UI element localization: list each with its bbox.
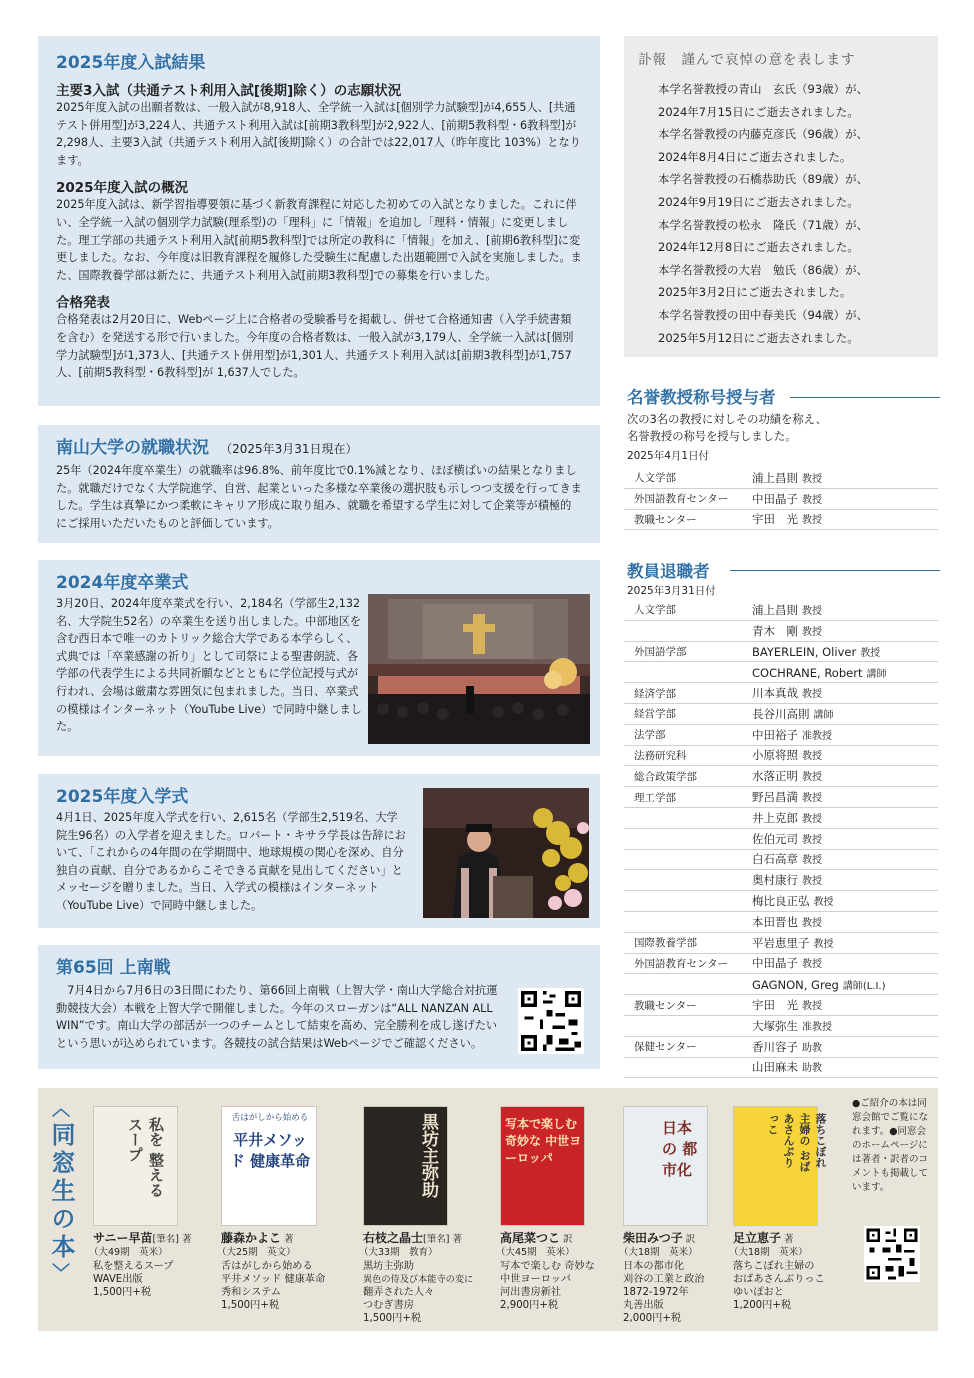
book-author-role: [筆名] 著: [423, 1234, 462, 1245]
employment-title: 南山大学の就職状況: [56, 438, 209, 458]
role-cell: 教授: [802, 515, 822, 527]
dept-cell: 経営学部: [624, 703, 752, 724]
dept-cell: [624, 974, 752, 995]
role-cell: 教授: [802, 876, 822, 888]
book-cover: [363, 1106, 448, 1226]
name-cell: 中田晶子: [752, 491, 798, 506]
book-info-line: 1,200円+税: [733, 1300, 792, 1311]
chevron-down-icon: ﹀: [52, 1263, 70, 1284]
retirement-title: 教員退職者: [627, 562, 710, 581]
chevron-up-icon: ︿: [52, 1099, 70, 1120]
employment-p: 25年（2024年度卒業生）の就職率は96.8%、前年度比で0.1%減となり、ほぼ横ばいの結果となりました。就職だけでなく大学院進学、自営、起業といった多様な卒業後の選択肢も示しつつ支援を行ってきました。学生は真摯にかつ柔軟にキャリア形成に取り組み、就職を希望する学生に対して企業等が積極的にご採用いただいたものと評価しています。: [56, 464, 582, 530]
book-cover-title: 写本で楽しむ 奇妙な 中世ヨーロッパ: [505, 1117, 582, 1165]
book-grad-year: （大18期 英米）: [729, 1247, 808, 1258]
table-row: [624, 468, 938, 488]
table-row: [624, 509, 938, 530]
name-cell: COCHRANE, Robert: [752, 665, 863, 680]
obituary-line: 2024年8月4日にご逝去されました。: [658, 149, 852, 164]
graduation-title: 2024年度卒業式: [56, 573, 189, 593]
book-info-line: つむぎ書房: [363, 1300, 414, 1311]
book-info-line: 中世ヨーロッパ: [500, 1274, 572, 1285]
admission-sub1: 主要3入試（共通テスト利用入試[後期]除く）の志願状況: [56, 83, 402, 99]
table-row: [624, 1057, 938, 1078]
table-row: [624, 745, 938, 766]
book-author-role: 訳: [560, 1234, 573, 1245]
book-author: 足立恵子: [733, 1231, 782, 1245]
book-cover-subtitle: 舌はがしから始める: [231, 1113, 309, 1123]
entrance-p: 4月1日、2025年度入学式を行い、2,615名（学部生2,519名、大学院生96名）の入学者を迎えました。ロバート・キサラ学長は告辞において、「これからの4年間の在学期間中、地球規模の関心を深め、自分独自の貢献、自分であるからこそできる貢献を見出してください」とメッセージを贈りました。当日、入学式の模様はインターネット（YouTube Live）で同時中継しました。: [56, 811, 406, 912]
obituary-line: 2024年9月19日にご逝去されました。: [658, 194, 859, 209]
book-info-line: 1872-1972年: [623, 1287, 689, 1298]
book-info-line: 日本の都市化: [623, 1261, 685, 1272]
obituary-line: 本学名誉教授の石橋恭助氏（89歳）が、: [658, 172, 869, 187]
book-cover: [500, 1106, 585, 1226]
obituary-line: 本学名誉教授の田中春美氏（94歳）が、: [658, 307, 869, 322]
alumni-books-note: ●ご紹介の本は同窓会館でご覧になれます。●同窓会のホームページには著者・訳者のコメントも掲載しています。: [852, 1098, 929, 1193]
book-info-line: 平井メソッド 健康革命: [221, 1274, 326, 1285]
role-cell: 教授: [802, 751, 822, 763]
admission-section: [38, 36, 600, 406]
dept-cell: [624, 1015, 752, 1036]
name-cell: 梅比良正弘: [752, 894, 810, 909]
admission-sub2: 2025年度入試の概況: [56, 180, 189, 197]
book-cover-title: 平井メソッド 健康革命: [229, 1131, 311, 1170]
table-row: [624, 995, 938, 1016]
admission-p2: 2025年度入試は、新学習指導要領に基づく新教育課程に対応した初めての入試となりました。これに伴い、全学統一入試の個別学力試験(理系型)の「理科」に「情報」を追加し「理科・情報」に変更しました。理工学部の共通テスト利用入試[前期5教科型]では所定の教科に「情報」を加え、[前期6教科型]に変更しました。なお、今年度は旧教育課程を履修した受験生に配慮した出題範囲で入試を実施しました。また、国際教養学部は新たに、共通テスト利用入試[前期3教科型]での募集を行いました。: [56, 198, 582, 282]
name-cell: 宇田 光: [752, 998, 798, 1013]
book-info-line: 写本で楽しむ 奇妙な: [500, 1261, 595, 1272]
book-cover: [733, 1106, 827, 1226]
employment-date: （2025年3月31日現在）: [220, 442, 358, 456]
dept-cell: 法学部: [624, 724, 752, 745]
alumni-books-section: [38, 1088, 938, 1331]
dept-cell: [624, 807, 752, 828]
emeritus-date: 2025年4月1日付: [627, 450, 710, 462]
book-info-line: 河出書房新社: [500, 1287, 562, 1298]
employment-section: [38, 425, 600, 543]
name-cell: GAGNON, Greg: [752, 977, 839, 992]
name-cell: BAYERLEIN, Oliver: [752, 644, 857, 659]
graduation-p: 3月20日、2024年度卒業式を行い、2,184名（学部生2,132名、大学院生52名）の卒業生を送り出しました。中部地区を含む西日本で唯一のカトリック総合大学である本学らしく、式典では「卒業感謝の祈り」として司祭による聖書朗読、各学部の代表学生による共同祈願などとともに学位記授与式が行われ、会場は厳粛な雰囲気に包まれました。当日、卒業式の模様はインターネット（YouTube Live）で同時中継しました。: [56, 597, 362, 734]
book-info-line: 2,000円+税: [623, 1313, 682, 1324]
graduation-photo: [368, 594, 590, 744]
table-row: [624, 1036, 938, 1057]
dept-cell: [624, 828, 752, 849]
table-row: [624, 911, 938, 932]
emeritus-title: 名誉教授称号授与者: [627, 388, 776, 407]
role-cell: 講師: [813, 709, 834, 721]
table-row: [624, 641, 938, 662]
table-row: [624, 1015, 938, 1036]
name-cell: 浦上昌則: [752, 602, 798, 617]
emeritus-rule: [790, 397, 940, 398]
book-author-role: 著: [281, 1234, 294, 1245]
obituary-title: 訃報 謹んで哀悼の意を表します: [638, 52, 856, 68]
book-info-line: おばあさんぶりっこ: [733, 1274, 825, 1285]
jounan-qr-code[interactable]: [518, 988, 584, 1054]
admission-p3: 合格発表は2月20日に、Webページ上に合格者の受験番号を掲載し、併せて合格通知書（入学手続書類を含む）を発送する形で行いました。今年度の合格者数は、一般入試が3,179人、全学統一入試は[個別学力試験型]が1,373人、[共通テスト併用型]が1,301人、共通テスト利用入試は[前期3教科型]が1,757人、[前期5教科型・6教科型]が 1,637人でした。: [56, 313, 574, 380]
book-info-line: ゆいぽおと: [733, 1287, 784, 1298]
book-info-line: 黒坊主弥助: [363, 1261, 414, 1272]
dept-cell: 外国語教育センター: [624, 488, 752, 509]
table-row: [624, 891, 938, 912]
role-cell: 講師: [866, 668, 887, 680]
table-row: [624, 787, 938, 808]
obituary-line: 2024年12月8日にご逝去されました。: [658, 240, 859, 255]
role-cell: 教授: [802, 855, 822, 867]
book-cover-title: 黒坊主弥助: [418, 1113, 438, 1198]
book-info-line: 翻弄された人々: [363, 1287, 435, 1298]
table-row: [624, 974, 938, 995]
obituary-section: [624, 36, 938, 357]
role-cell: 教授: [813, 897, 834, 909]
dept-cell: 外国語教育センター: [624, 953, 752, 974]
book-info-line: 1,500円+税: [363, 1313, 422, 1324]
name-cell: 浦上昌則: [752, 470, 798, 485]
dept-cell: 教職センター: [624, 509, 752, 530]
book-author-role: 著: [781, 1234, 794, 1245]
name-cell: 野呂昌満: [752, 790, 798, 805]
name-cell: 香川容子: [752, 1039, 798, 1054]
book-grad-year: （大18期 英米）: [619, 1247, 698, 1258]
table-row: [624, 953, 938, 974]
role-cell: 教授: [802, 473, 822, 485]
role-cell: 教授: [802, 626, 822, 638]
dept-cell: [624, 911, 752, 932]
book-author-role: [筆名] 著: [152, 1234, 192, 1245]
obituary-line: 2025年5月12日にご逝去されました。: [658, 330, 859, 345]
role-cell: 教授: [802, 689, 822, 701]
jounan-p: 7月4日から7月6日の3日間にわたり、第66回上南戦（上智大学・南山大学総合対抗運動競技大会）本戦を上智大学で開催しました。今年のスローガンは“ALL NANZAN ALL WIN”です。南山大学の部活が一つのチームとして結束を高め、完全勝利を成し遂げたいという思いが込められています。各競技の試合結果はWebページでご確認ください。: [56, 984, 498, 1050]
table-row: [624, 807, 938, 828]
role-cell: 教授: [802, 959, 822, 971]
retirement-table: [624, 600, 938, 1078]
name-cell: 川本真哉: [752, 686, 798, 701]
dept-cell: 外国語学部: [624, 641, 752, 662]
dept-cell: 理工学部: [624, 787, 752, 808]
role-cell: 助教: [802, 1063, 822, 1075]
dept-cell: 人文学部: [624, 468, 752, 488]
obituary-line: 本学名誉教授の青山 玄氏（93歳）が、: [658, 82, 869, 96]
role-cell: 准教授: [802, 1021, 832, 1033]
table-row: [624, 828, 938, 849]
role-cell: 教授: [802, 813, 822, 825]
dept-cell: [624, 1057, 752, 1078]
book-author: 柴田みつ子: [623, 1231, 683, 1245]
emeritus-desc: 名誉教授の称号を授与しました。: [627, 430, 797, 443]
jounan-section: [38, 945, 600, 1069]
name-cell: 佐伯元司: [752, 831, 798, 846]
name-cell: 奥村康行: [752, 873, 798, 888]
dept-cell: [624, 891, 752, 912]
obituary-line: 本学名誉教授の大岩 勉氏（86歳）が、: [658, 262, 869, 277]
obituary-line: 本学名誉教授の内藤克彦氏（96歳）が、: [658, 127, 869, 142]
book-cover-title: 日本の 都市化: [662, 1119, 698, 1179]
book-info-line: 丸善出版: [623, 1300, 664, 1311]
name-cell: 山田麻未: [752, 1060, 798, 1075]
book-grad-year: （大25期 英文）: [217, 1247, 296, 1258]
table-row: [624, 766, 938, 787]
book-author: 右枝之晶士: [363, 1231, 424, 1245]
name-cell: 長谷川高則: [752, 706, 810, 721]
name-cell: 平岩恵里子: [752, 935, 810, 950]
role-cell: 准教授: [802, 730, 832, 742]
book-cover-title: 落ちこぼれ主婦の おばあさんぶりっこ: [766, 1113, 827, 1172]
name-cell: 中田裕子: [752, 727, 798, 742]
role-cell: 教授: [802, 772, 822, 784]
book-info-line: 異色の侍及び本能寺の変に: [363, 1274, 474, 1285]
dept-cell: 人文学部: [624, 600, 752, 620]
dept-cell: [624, 620, 752, 641]
role-cell: 助教: [802, 1042, 822, 1054]
table-row: [624, 724, 938, 745]
name-cell: 大塚弥生: [752, 1018, 798, 1033]
dept-cell: 経済学部: [624, 683, 752, 704]
role-cell: 教授: [802, 605, 822, 617]
books-qr-code[interactable]: [864, 1226, 920, 1282]
table-row: [624, 849, 938, 870]
book-author: サニー早苗: [93, 1231, 153, 1245]
book-info-line: 刈谷の工業と政治: [623, 1274, 705, 1285]
book-grad-year: （大49期 英米）: [89, 1247, 168, 1258]
table-row: [624, 488, 938, 509]
book-author: 高尾菜つこ: [500, 1231, 561, 1245]
dept-cell: 総合政策学部: [624, 766, 752, 787]
admission-p1: 2025年度入試の出願者数は、一般入試が8,918人、全学統一入試は[個別学力試験型]が4,655人、[共通テスト併用型]が3,224人、共通テスト利用入試は[前期3教科型]が2,922人、[前期5教科型・6教科型]が2,298人、主要3入試（共通テスト利用入試[後期]除く）の合計では22,017人（昨年度比 103%）となります。: [56, 101, 581, 167]
alumni-books-label: ︿ 同窓生の本 ﹀: [44, 1102, 78, 1282]
table-row: [624, 600, 938, 620]
obituary-line: 2024年7月15日にご逝去されました。: [658, 104, 859, 119]
emeritus-desc: 次の3名の教授に対しその功績を称え、: [627, 413, 827, 426]
entrance-photo: [423, 788, 589, 918]
obituary-line: 2025年3月2日にご逝去されました。: [658, 285, 852, 300]
table-row: [624, 932, 938, 953]
book-author-role: 訳: [682, 1234, 696, 1245]
role-cell: 教授: [802, 1001, 822, 1013]
admission-sub3: 合格発表: [56, 295, 110, 312]
dept-cell: 教職センター: [624, 995, 752, 1016]
role-cell: 教授: [802, 917, 822, 929]
name-cell: 水落正明: [752, 769, 798, 784]
book-author: 藤森かよこ: [221, 1231, 282, 1245]
name-cell: 井上克郎: [752, 810, 798, 825]
role-cell: 教授: [813, 938, 834, 950]
obituary-line: 本学名誉教授の松永 隆氏（71歳）が、: [658, 217, 869, 232]
book-cover: [221, 1106, 317, 1226]
admission-title: 2025年度入試結果: [56, 53, 206, 73]
name-cell: 青木 剛: [752, 623, 798, 638]
book-cover-title: 私を 整える スープ: [126, 1117, 165, 1198]
table-row: [624, 620, 938, 641]
role-cell: 教授: [802, 793, 822, 805]
name-cell: 白石高章: [752, 852, 798, 867]
book-info-line: 私を整えるスープ: [93, 1261, 174, 1272]
book-grad-year: （大33期 教育）: [359, 1247, 438, 1258]
dept-cell: 国際教養学部: [624, 932, 752, 953]
book-grad-year: （大45期 英米）: [496, 1247, 575, 1258]
dept-cell: [624, 870, 752, 891]
role-cell: 教授: [802, 494, 822, 506]
jounan-title: 第65回 上南戦: [56, 958, 171, 978]
table-row: [624, 683, 938, 704]
table-row: [624, 870, 938, 891]
role-cell: 教授: [860, 647, 881, 659]
dept-cell: [624, 662, 752, 683]
book-info-line: 1,500円+税: [93, 1287, 152, 1298]
role-cell: 教授: [802, 834, 822, 846]
dept-cell: 法務研究科: [624, 745, 752, 766]
table-row: [624, 662, 938, 683]
name-cell: 中田晶子: [752, 956, 798, 971]
table-row: [624, 703, 938, 724]
role-cell: 講師(L.I.): [842, 980, 886, 992]
name-cell: 宇田 光: [752, 512, 798, 527]
entrance-title: 2025年度入学式: [56, 787, 189, 807]
retirement-date: 2025年3月31日付: [627, 585, 716, 597]
name-cell: 本田晋也: [752, 914, 798, 929]
retirement-rule: [730, 570, 940, 571]
book-cover: [93, 1106, 178, 1226]
emeritus-table: [624, 468, 938, 530]
book-info-line: 落ちこぼれ主婦の: [733, 1261, 815, 1272]
name-cell: 小原将照: [752, 748, 798, 763]
dept-cell: 保健センター: [624, 1036, 752, 1057]
book-info-line: WAVE出版: [93, 1274, 143, 1285]
book-cover: [623, 1106, 708, 1226]
book-info-line: 1,500円+税: [221, 1300, 280, 1311]
book-info-line: 秀和システム: [221, 1287, 282, 1298]
book-info-line: 舌はがしから始める: [221, 1261, 313, 1272]
dept-cell: [624, 849, 752, 870]
book-info-line: 2,900円+税: [500, 1300, 559, 1311]
